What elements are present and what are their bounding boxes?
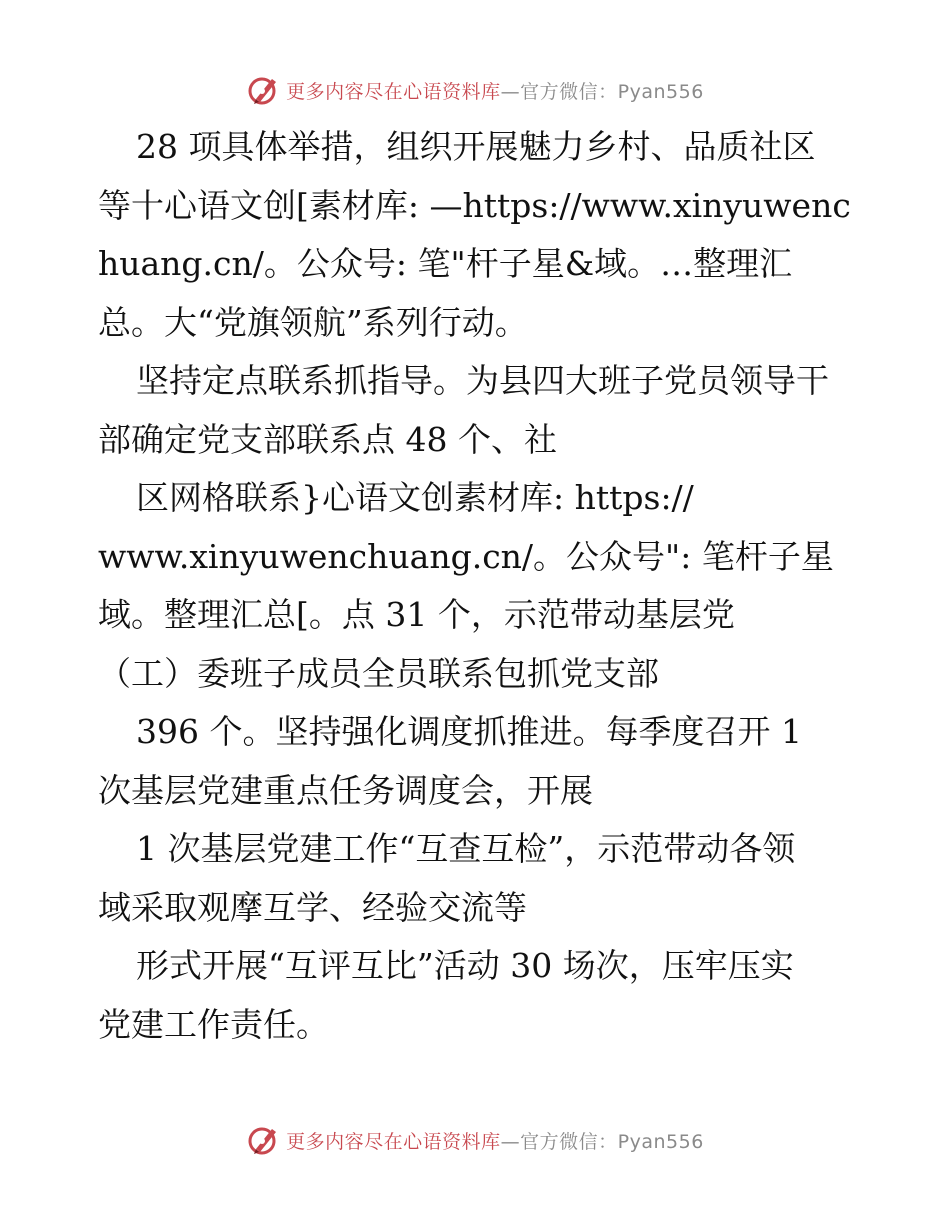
text-line: 党建工作责任。 bbox=[98, 1004, 329, 1044]
footer-watermark-text bbox=[286, 1127, 704, 1154]
header-brand-text: 更多内容尽在心语资料库 bbox=[286, 80, 501, 103]
text-line: 域。整理汇总[。点 31 个，示范带动基层党 bbox=[98, 595, 735, 634]
footer-brand-text: 更多内容尽在心语资料库 bbox=[286, 1130, 501, 1153]
header-contact-text: 官方微信：Pyan556 bbox=[520, 80, 704, 103]
text-line: 1 次基层党建工作“互查互检”，示范带动各领 bbox=[136, 829, 796, 868]
text-line: 域采取观摩互学、经验交流等 bbox=[98, 887, 527, 927]
text-line: 总。大“党旗领航”系列行动。 bbox=[98, 302, 528, 342]
text-line: 形式开展“互评互比”活动 30 场次，压牢压实 bbox=[136, 946, 794, 985]
text-line: 区网格联系}心语文创素材库: https:// bbox=[136, 478, 694, 517]
text-line: 396 个。坚持强化调度抓推进。每季度召开 1 bbox=[136, 712, 802, 751]
header-watermark-banner bbox=[0, 70, 950, 110]
text-line: 坚持定点联系抓指导。为县四大班子党员领导干 bbox=[136, 361, 829, 400]
footer-contact-text: 官方微信：Pyan556 bbox=[520, 1130, 704, 1153]
footer-separator: — bbox=[500, 1130, 521, 1153]
header-watermark-text bbox=[286, 77, 704, 104]
header-separator: — bbox=[500, 80, 521, 103]
text-line: 28 项具体举措，组织开展魅力乡村、品质社区 bbox=[136, 127, 816, 166]
text-line: 次基层党建重点任务调度会，开展 bbox=[98, 770, 593, 810]
pen-logo-icon bbox=[246, 1123, 280, 1157]
text-line: （工）委班子成员全员联系包抓党支部 bbox=[98, 653, 659, 693]
pen-logo-icon bbox=[246, 73, 280, 107]
footer-watermark-banner bbox=[0, 1120, 950, 1160]
text-line: www.xinyuwenchuang.cn/。公众号": 笔杆子星 bbox=[98, 536, 834, 576]
text-line: 部确定党支部联系点 48 个、社 bbox=[98, 419, 557, 459]
text-line: huang.cn/。公众号: 笔"杆子星&域。…整理汇 bbox=[98, 244, 793, 283]
document-body bbox=[98, 118, 868, 1054]
text-line: 等十心语文创[素材库: —https://www.xinyuwenc bbox=[98, 185, 851, 225]
